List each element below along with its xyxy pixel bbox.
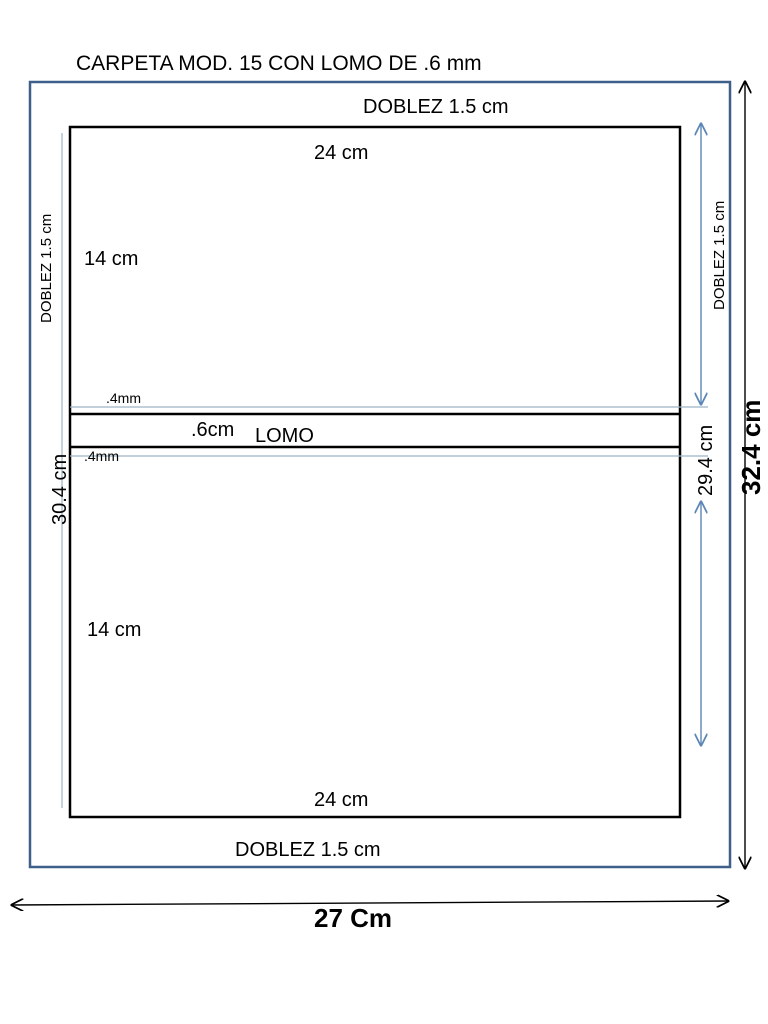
spine-width-label: .6cm [191, 419, 235, 441]
doblez-top-label: DOBLEZ 1.5 cm [363, 96, 509, 118]
total-height-label: 32.4 cm [736, 399, 766, 495]
spine-label: LOMO [255, 425, 314, 447]
doblez-left-label: DOBLEZ 1.5 cm [38, 213, 55, 323]
spine-line-upper-label: .4mm [106, 390, 141, 406]
height-lower-label: 14 cm [87, 619, 142, 641]
doblez-bottom-label: DOBLEZ 1.5 cm [235, 839, 381, 861]
width-bottom-label: 24 cm [314, 789, 369, 811]
inner-height-left-label: 30.4 cm [49, 453, 71, 525]
inner-panel [70, 127, 680, 817]
width-top-label: 24 cm [314, 142, 369, 164]
outer-border [30, 82, 730, 867]
total-width-label: 27 Cm [314, 903, 393, 933]
doblez-right-label: DOBLEZ 1.5 cm [711, 200, 728, 310]
diagram-title: CARPETA MOD. 15 CON LOMO DE .6 mm [76, 52, 482, 75]
spine-line-lower-label: .4mm [84, 448, 119, 464]
inner-height-right-label: 29.4 cm [695, 424, 717, 496]
height-upper-label: 14 cm [84, 248, 139, 270]
